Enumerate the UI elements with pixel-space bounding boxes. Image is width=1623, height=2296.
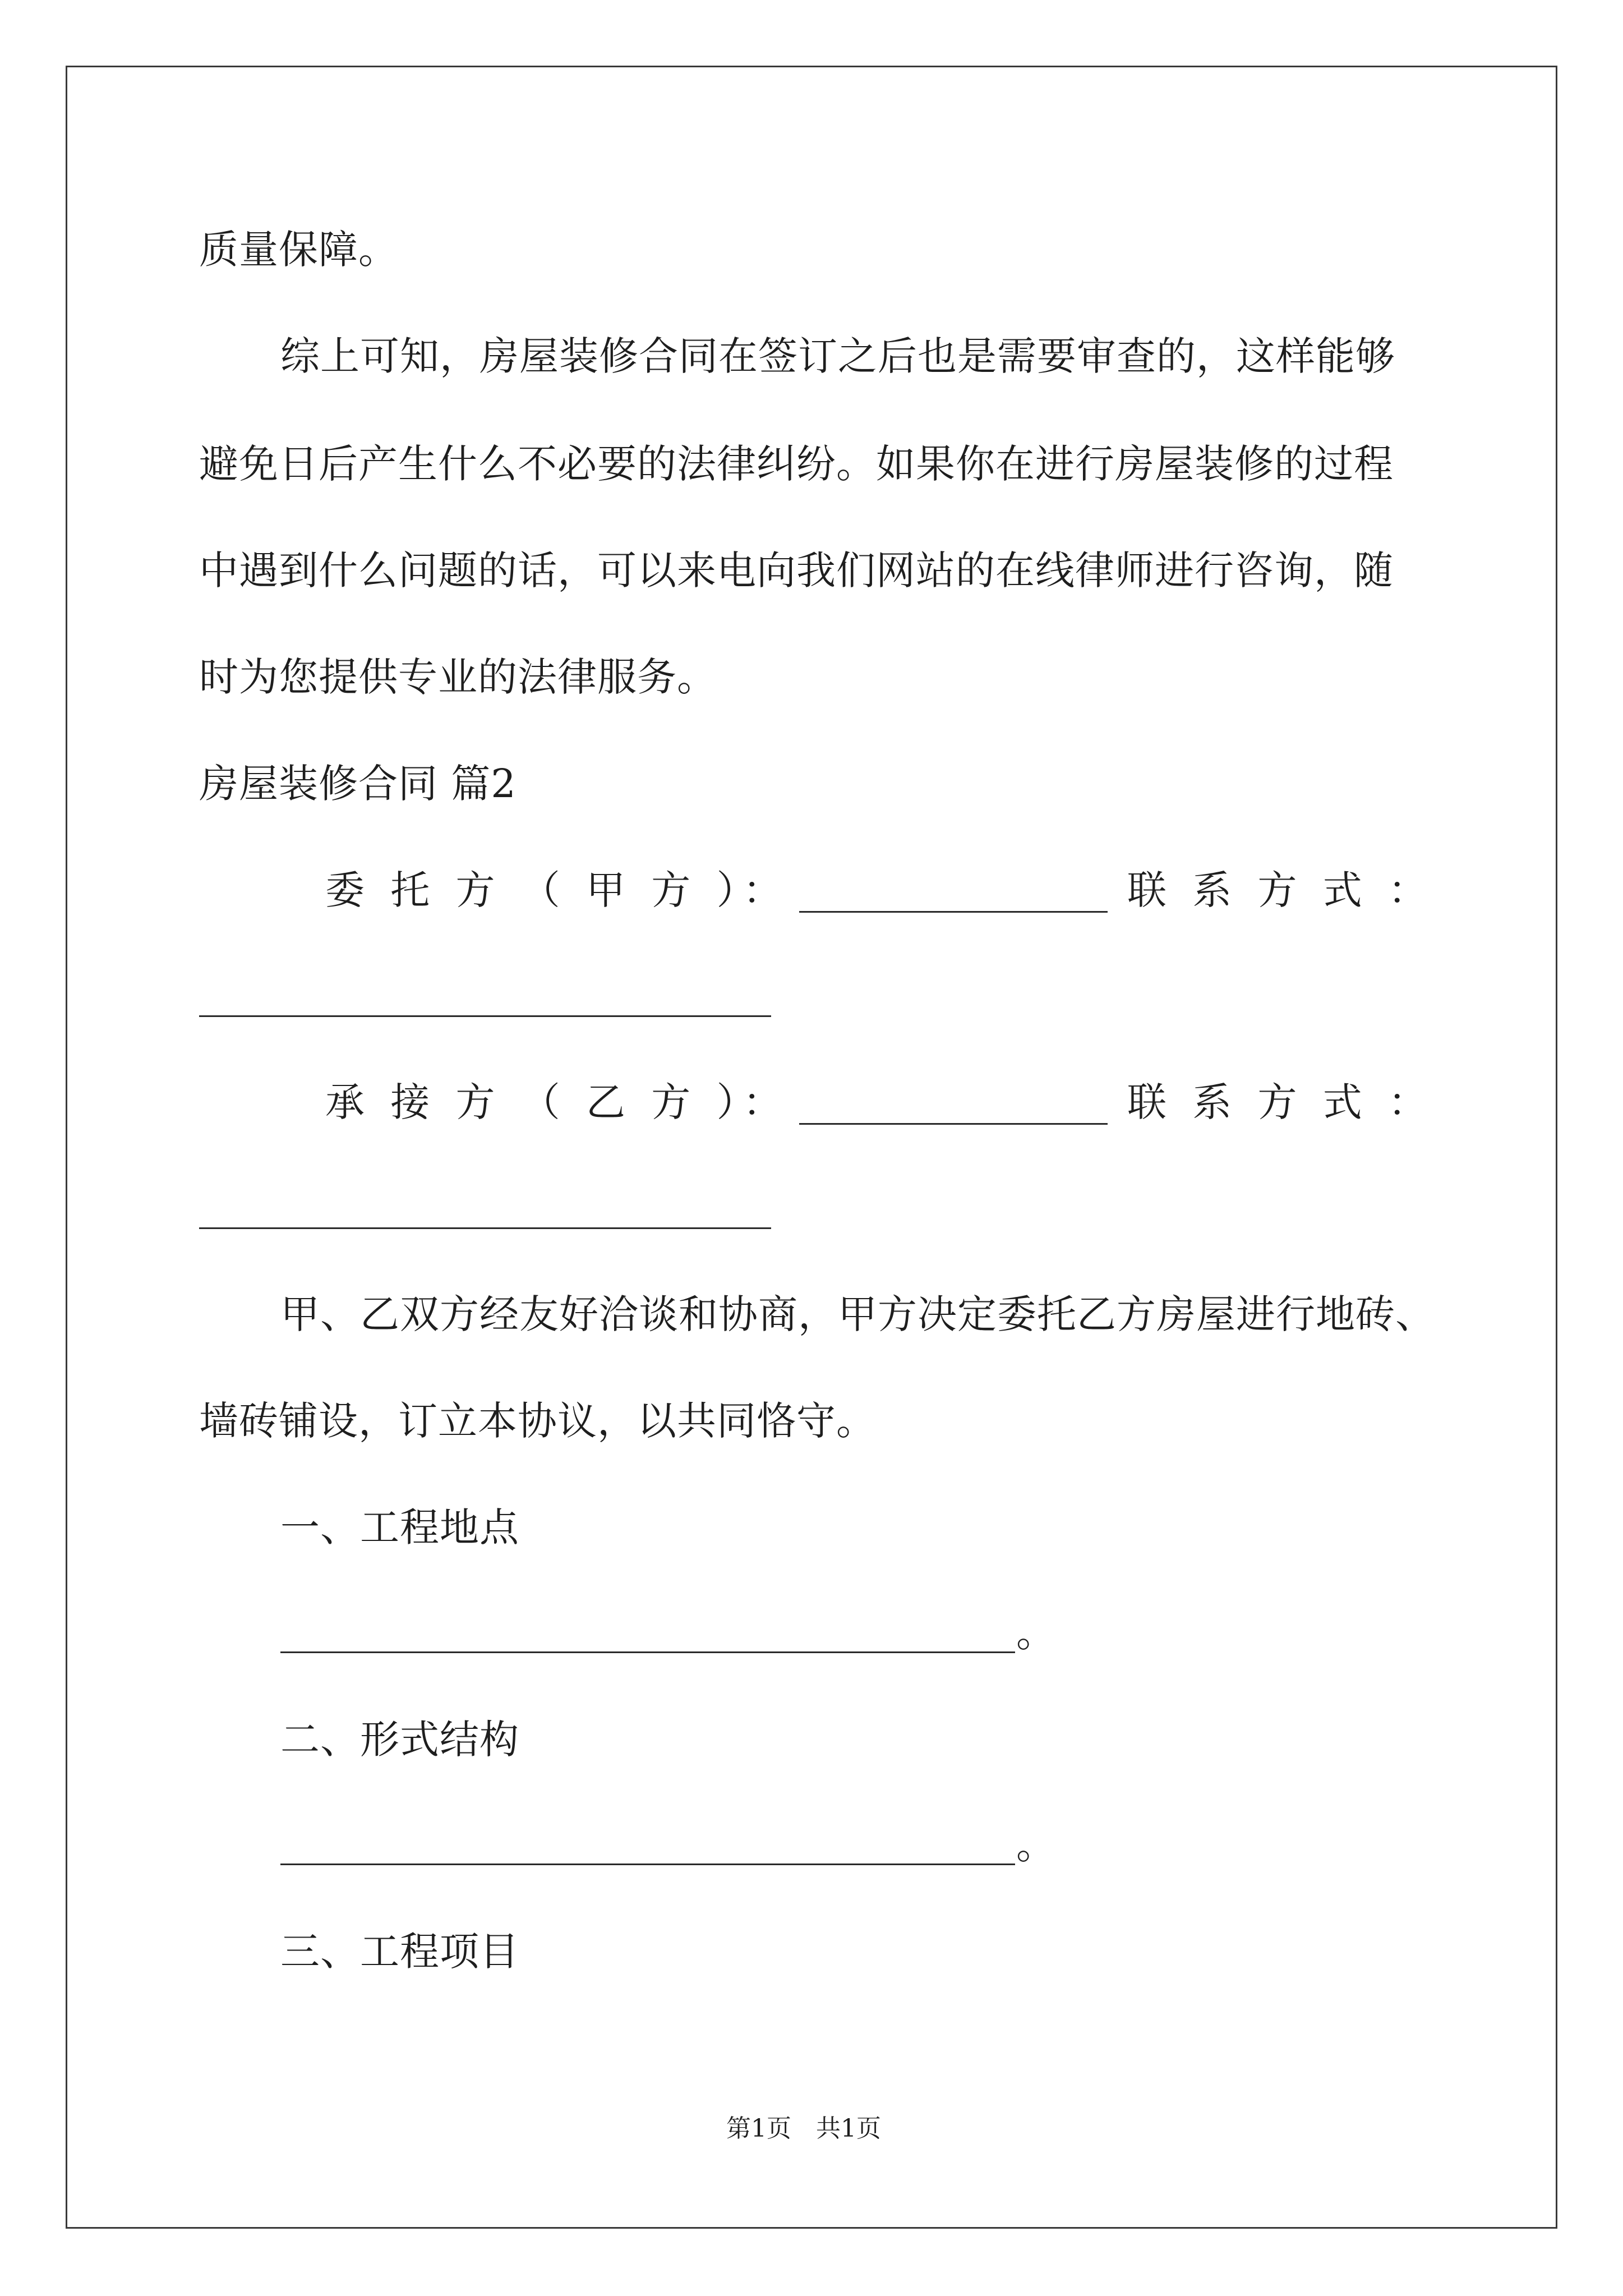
section-title: 二、形式结构 [280, 1717, 519, 1763]
paragraph-line: 质量保障。 [199, 227, 398, 273]
section-heading: 房屋装修合同 篇2 [199, 761, 517, 807]
party-a-name-blank [799, 911, 1108, 913]
party-b-contact-blank [199, 1227, 771, 1229]
paragraph-line: 墙砖铺设，订立本协议，以共同恪守。 [199, 1398, 876, 1444]
party-b-label: 承 接 方 （ 乙 方 ）： [325, 1079, 789, 1125]
section-title: 三、工程项目 [280, 1929, 519, 1975]
paragraph-line: 甲、乙双方经友好洽谈和协商，甲方决定委托乙方房屋进行地砖、 [280, 1291, 1435, 1337]
blank-period: 。 [1016, 1822, 1056, 1868]
paragraph-line: 避免日后产生什么不必要的法律纠纷。如果你在进行房屋装修的过程 [199, 441, 1394, 487]
party-a-contact-blank [199, 1015, 771, 1017]
party-b-name-blank [799, 1123, 1108, 1125]
page-border [66, 66, 1557, 2229]
location-blank [280, 1651, 1015, 1653]
blank-period: 。 [1016, 1610, 1056, 1656]
paragraph-line: 综上可知，房屋装修合同在签订之后也是需要审查的，这样能够 [280, 333, 1395, 379]
paragraph-line: 中遇到什么问题的话，可以来电向我们网站的在线律师进行咨询，随 [199, 547, 1394, 593]
section-title: 一、工程地点 [280, 1504, 519, 1550]
party-a-contact-label: 联 系 方 式 ： [1127, 867, 1435, 913]
paragraph-line: 时为您提供专业的法律服务。 [199, 654, 717, 700]
party-b-contact-label: 联 系 方 式 ： [1127, 1079, 1435, 1125]
structure-blank [280, 1864, 1015, 1865]
party-a-label: 委 托 方 （ 甲 方 ）： [325, 867, 789, 913]
page-footer: 第1页 共1页 [726, 2114, 881, 2143]
